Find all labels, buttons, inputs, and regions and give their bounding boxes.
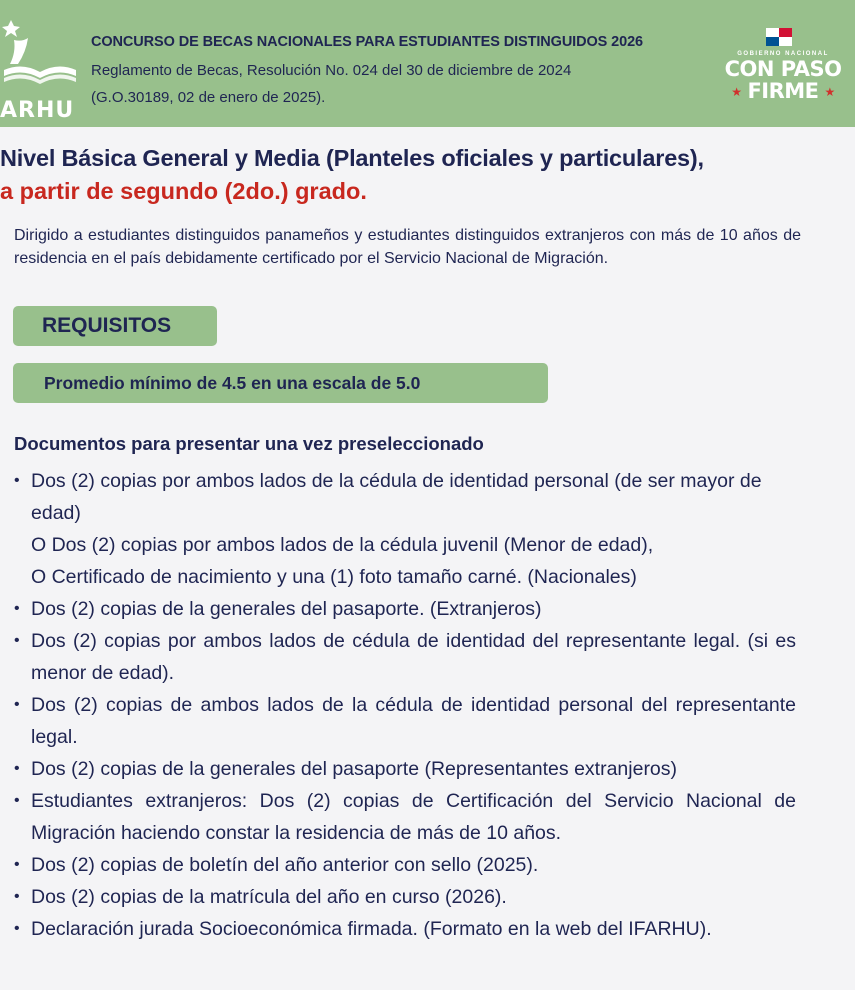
list-item: [14, 881, 796, 913]
list-item: [14, 913, 796, 945]
documents-list: [14, 465, 796, 945]
list-item-text: Estudiantes extranjeros: Dos (2) copias de Certificación del Servicio Nacional de Migración haciendo constar la residencia de más de 10 años.: [31, 790, 796, 844]
documents-heading: Documentos para presentar una vez preseleccionado: [14, 433, 484, 454]
header-subtitle-line1: Reglamento de Becas, Resolución No. 024 del 30 de diciembre de 2024: [91, 62, 572, 79]
requisitos-label: REQUISITOS: [42, 314, 172, 337]
bullet-icon: •: [14, 600, 20, 617]
list-item-text: Declaración jurada Socioeconómica firmada. (Formato en la web del IFARHU).: [31, 918, 712, 940]
list-item: [14, 625, 796, 689]
bullet-icon: •: [14, 856, 20, 873]
gov-small-text: GOBIERNO NACIONAL: [737, 51, 829, 57]
list-item-text: Dos (2) copias de la generales del pasaporte. (Extranjeros): [31, 598, 542, 620]
ifarhu-emblem-icon: [0, 18, 80, 98]
bullet-icon: •: [14, 760, 20, 777]
list-item: [14, 593, 796, 625]
list-item: [14, 785, 796, 849]
header-subtitle-line2: (G.O.30189, 02 de enero de 2025).: [91, 89, 326, 106]
bullet-icon: •: [14, 696, 20, 713]
list-item-alt: O Dos (2) copias por ambos lados de la cédula juvenil (Menor de edad),: [31, 534, 654, 556]
star-icon: ★: [731, 85, 742, 99]
bullet-icon: •: [14, 472, 20, 489]
bullet-icon: •: [14, 632, 20, 649]
list-item-text: Dos (2) copias por ambos lados de cédula de identidad del representante legal. (si es menor de edad).: [31, 630, 796, 684]
list-item: [14, 465, 796, 593]
list-item: [14, 689, 796, 753]
list-item-text: Dos (2) copias de la generales del pasaporte (Representantes extranjeros): [31, 758, 678, 780]
intro-paragraph: Dirigido a estudiantes distinguidos panameños y estudiantes distinguidos extranjeros con más de 10 años de residencia en el país debidamente certificado por el Servicio Nacional de Migración.: [14, 227, 801, 267]
bullet-icon: •: [14, 792, 20, 809]
bullet-icon: •: [14, 920, 20, 937]
list-item-text: Dos (2) copias de ambos lados de la cédula de identidad personal del representante legal.: [31, 694, 796, 748]
section-title: Nivel Básica General y Media (Planteles oficiales y particulares),: [0, 145, 704, 171]
gov-slogan-line2-text: FIRME: [747, 79, 819, 103]
gov-slogan: [718, 58, 848, 103]
list-item-text: Dos (2) copias de boletín del año anterior con sello (2025).: [31, 854, 539, 876]
bullet-icon: •: [14, 888, 20, 905]
gov-slogan-line1: CON PASO: [724, 57, 842, 81]
gov-slogan-line2: [718, 80, 848, 103]
gobierno-logo: [718, 28, 848, 108]
list-item-text: Dos (2) copias de la matrícula del año en curso (2026).: [31, 886, 507, 908]
list-item: [14, 849, 796, 881]
promedio-label: Promedio mínimo de 4.5 en una escala de 5.0: [44, 373, 421, 393]
header-title: CONCURSO DE BECAS NACIONALES PARA ESTUDIANTES DISTINGUIDOS 2026: [91, 34, 644, 50]
star-icon: ★: [824, 85, 835, 99]
header-banner: [0, 0, 855, 127]
section-subtitle: a partir de segundo (2do.) grado.: [0, 178, 367, 204]
promedio-badge: [13, 363, 548, 403]
requisitos-badge: [13, 306, 217, 346]
list-item-alt: O Certificado de nacimiento y una (1) foto tamaño carné. (Nacionales): [31, 566, 637, 588]
ifarhu-logo: [0, 18, 80, 123]
panama-flag-icon: [766, 28, 792, 46]
list-item: [14, 753, 796, 785]
list-item-text: Dos (2) copias por ambos lados de la cédula de identidad personal (de ser mayor de edad): [31, 470, 762, 524]
logo-text: ARHU: [0, 98, 75, 123]
